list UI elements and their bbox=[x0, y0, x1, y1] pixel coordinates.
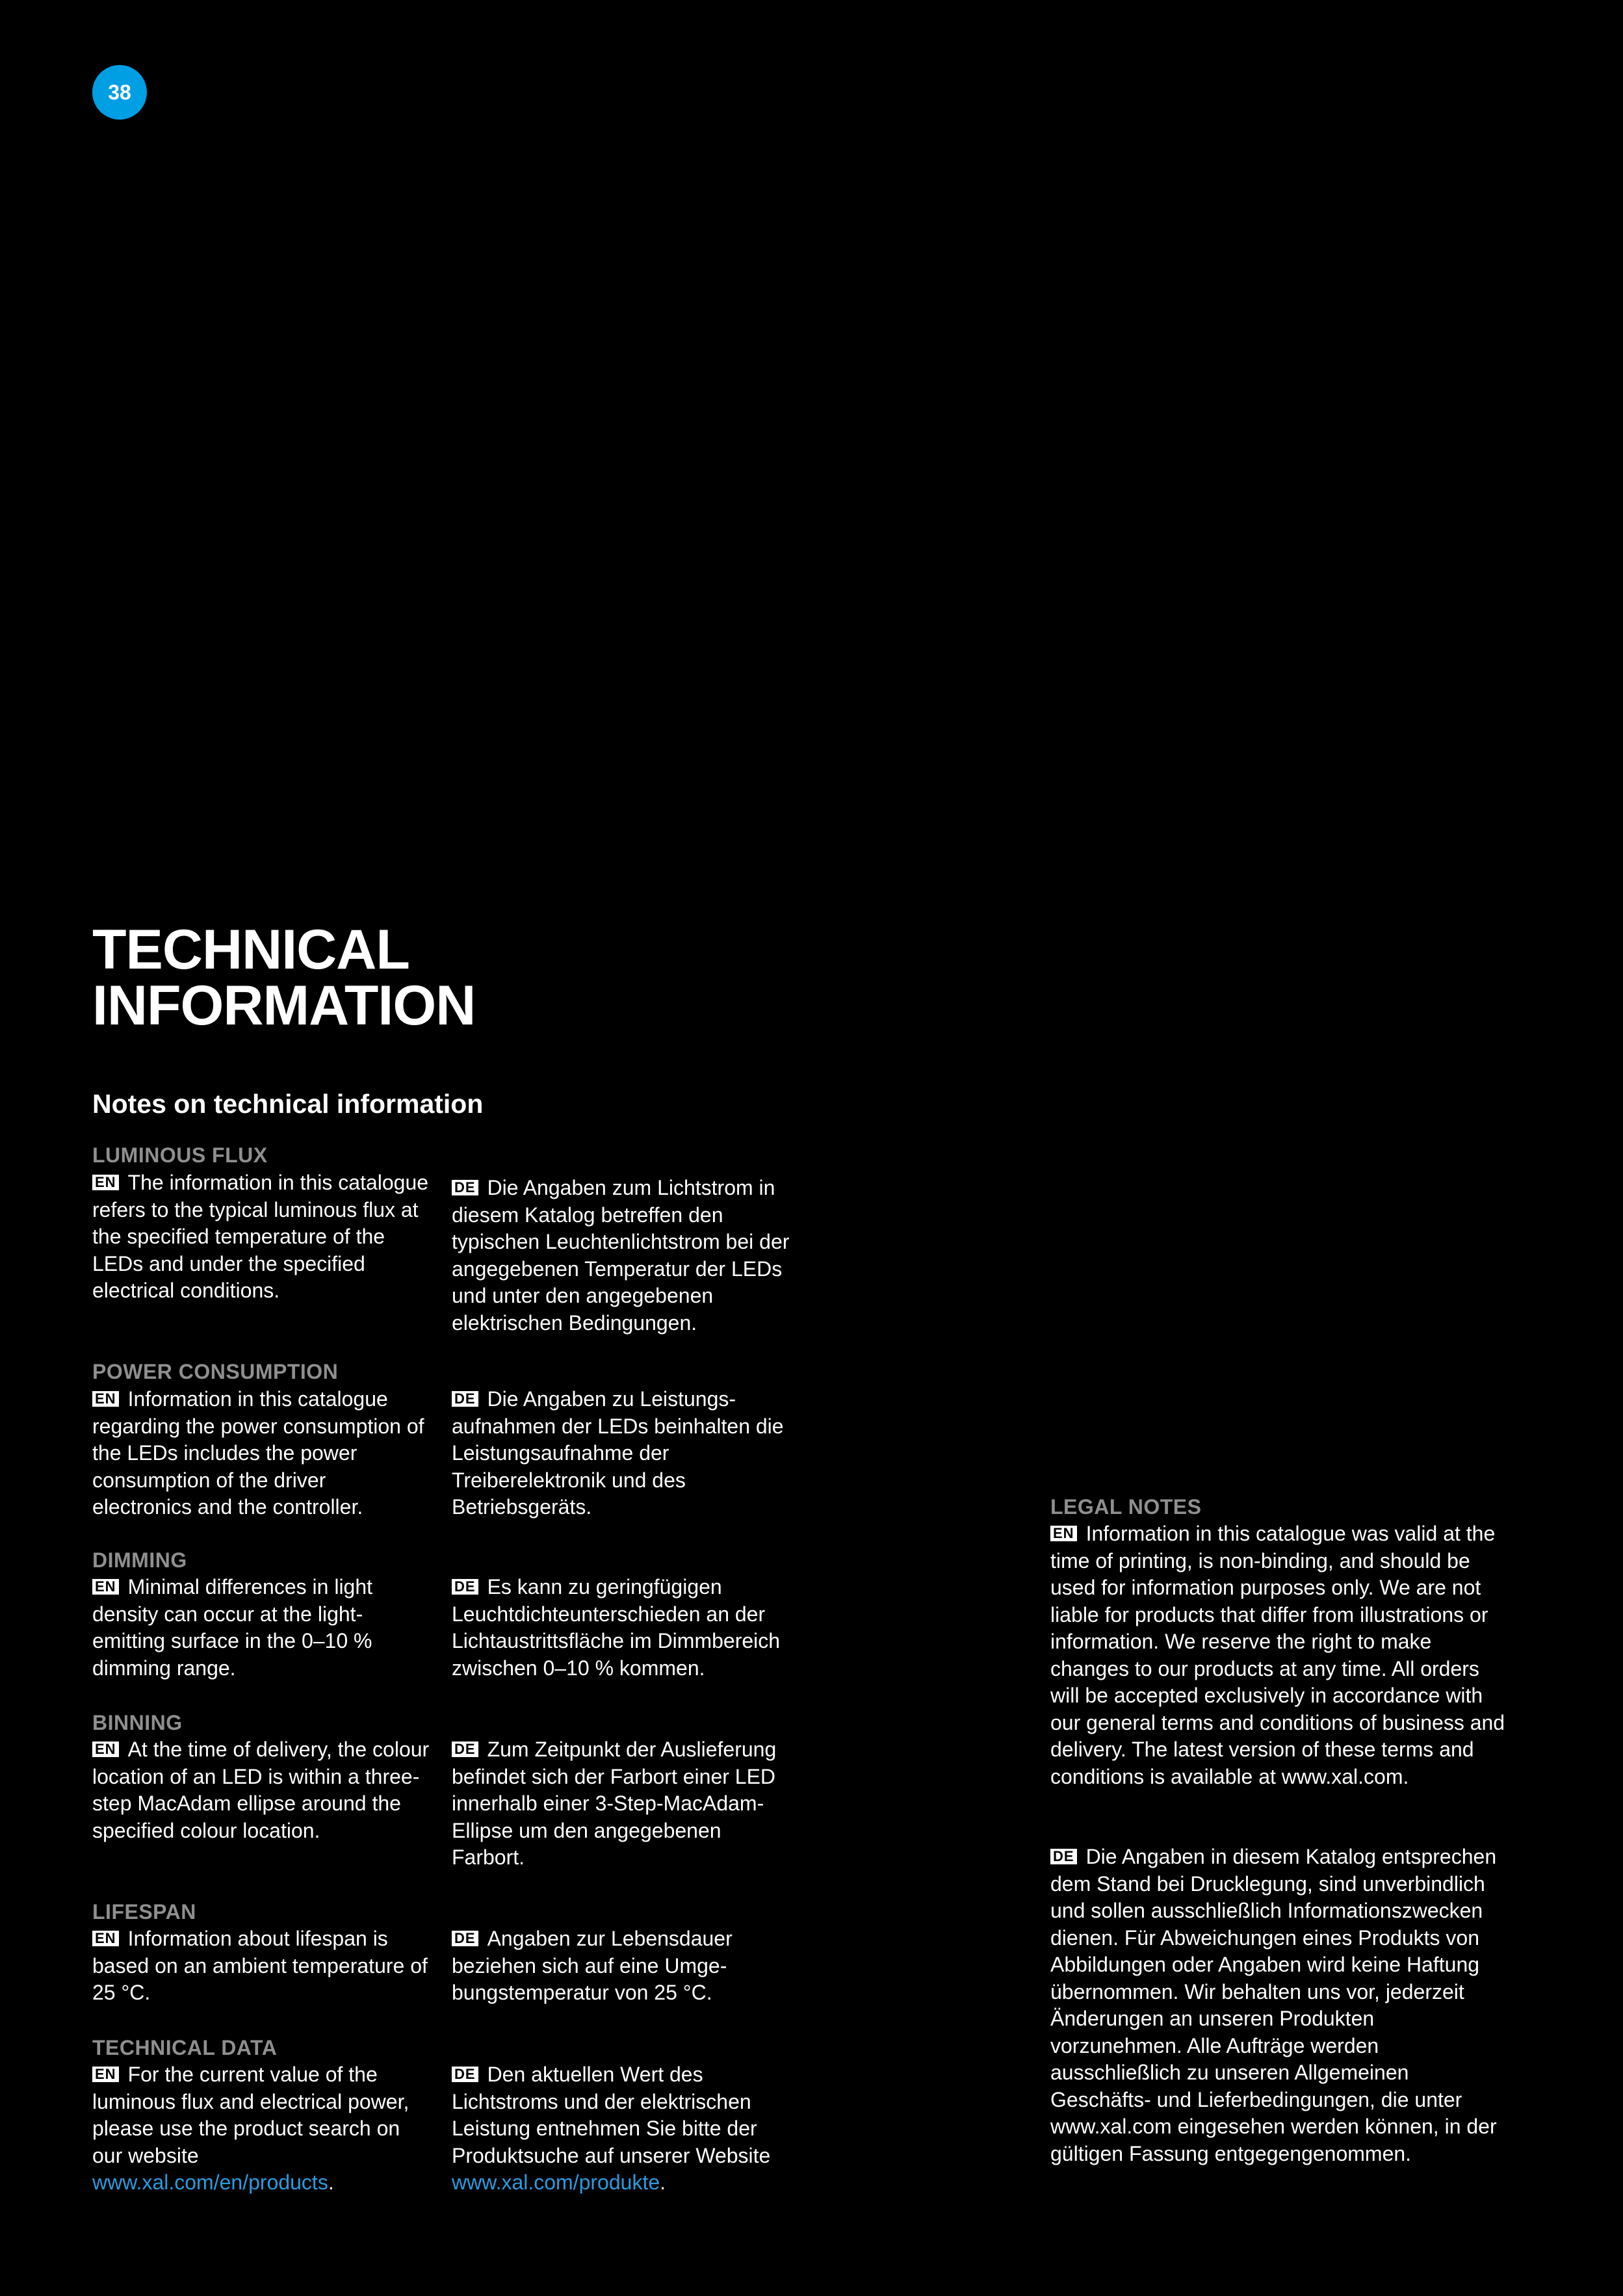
luminous-flux-de-body: Die Angaben zum Lichtstrom in diesem Katalog betreffen den typischen Leuchtenlichtstrom bei der angegebenen Temperatur der LEDs und unter den angegebenen elektrischen Bedingungen. bbox=[452, 1176, 790, 1335]
power-consumption-de-body: Die Angaben zu Leistungsaufnahmen der LEDs beinhalten die Leistungsaufnahme der Treiberelektronik und des Betriebsgeräts. bbox=[452, 1387, 784, 1519]
en-language-tag: EN bbox=[92, 1391, 119, 1407]
title-line-1: TECHNICAL bbox=[92, 919, 409, 981]
technical-data-de-body: Den aktuellen Wert des Lichtstroms und der elektrischen Leistung entnehmen Sie bitte der Produktsuche auf unserer Website bbox=[452, 2063, 771, 2167]
products-link-de[interactable]: www.xal.com/produkte bbox=[452, 2171, 660, 2194]
binning-de-text bbox=[452, 1736, 790, 1872]
legal-notes-en-body: Information in this catalogue was valid at the time of printing, is non-binding, and should be used for information purposes only. We are not liable for products that differ from illustrations or information. We reserve the right to make changes to our products at any time. All orders will be accepted exclusively in accordance with our general terms and conditions of business and delivery. The latest version of these terms and conditions is available at www.xal.com. bbox=[1050, 1522, 1505, 1788]
technical-data-en-end: . bbox=[328, 2171, 334, 2194]
de-language-tag: DE bbox=[452, 1180, 478, 1195]
technical-data-de-text bbox=[452, 2061, 790, 2197]
page-title bbox=[92, 919, 476, 1037]
technical-data-heading: TECHNICAL DATA bbox=[92, 2036, 278, 2059]
de-language-tag: DE bbox=[452, 1742, 478, 1757]
title-line-2: INFORMATION bbox=[92, 974, 476, 1037]
de-language-tag: DE bbox=[452, 2067, 478, 2082]
de-language-tag: DE bbox=[452, 1931, 478, 1946]
luminous-flux-en-body: The information in this catalogue refers to the typical luminous flux at the specified temperature of the LEDs and under the specified electrical conditions. bbox=[92, 1171, 429, 1302]
legal-notes-de-text bbox=[1050, 1844, 1505, 2167]
technical-data-de-end: . bbox=[660, 2171, 666, 2194]
de-language-tag: DE bbox=[1050, 1849, 1077, 1864]
power-consumption-heading: POWER CONSUMPTION bbox=[92, 1360, 339, 1383]
products-link-en[interactable]: www.xal.com/en/products bbox=[92, 2171, 328, 2194]
dimming-de-body: Es kann zu geringfügigen Leuchtdichteunterschieden an der Lichtaustrittsfläche im Dimmbereich zwischen 0–10 % kommen. bbox=[452, 1575, 781, 1680]
luminous-flux-heading: LUMINOUS FLUX bbox=[92, 1143, 268, 1167]
binning-en-text bbox=[92, 1736, 430, 1844]
dimming-heading: DIMMING bbox=[92, 1548, 187, 1572]
page-number: 38 bbox=[108, 80, 131, 104]
en-language-tag: EN bbox=[92, 1931, 119, 1946]
legal-notes-en-text bbox=[1050, 1520, 1505, 1790]
luminous-flux-en-text bbox=[92, 1169, 430, 1305]
dimming-en-body: Minimal differences in light density can occur at the light-emitting surface in the 0–10 % dimming range. bbox=[92, 1575, 373, 1680]
lifespan-en-text bbox=[92, 1925, 430, 2007]
technical-data-en-body: For the current value of the luminous flux and electrical power, please use the product search on our website bbox=[92, 2063, 409, 2167]
page-number-badge bbox=[92, 65, 147, 120]
lifespan-heading: LIFESPAN bbox=[92, 1900, 196, 1924]
de-language-tag: DE bbox=[452, 1579, 478, 1595]
en-language-tag: EN bbox=[1050, 1526, 1077, 1541]
legal-notes-heading: LEGAL NOTES bbox=[1050, 1495, 1202, 1519]
luminous-flux-de-text bbox=[452, 1175, 790, 1337]
power-consumption-en-text bbox=[92, 1386, 430, 1521]
power-consumption-en-body: Information in this catalogue regarding the power consumption of the LEDs includes the power consumption of the driver electronics and the controller. bbox=[92, 1387, 424, 1519]
de-language-tag: DE bbox=[452, 1391, 478, 1407]
lifespan-de-text bbox=[452, 1925, 790, 2007]
binning-de-body: Zum Zeitpunkt der Auslieferung befindet sich der Farbort einer LED innerhalb einer 3-Step-MacAdam-Ellipse um den angegebenen Farbort. bbox=[452, 1738, 777, 1869]
dimming-de-text bbox=[452, 1574, 790, 1682]
section-subtitle: Notes on technical information bbox=[92, 1089, 484, 1119]
en-language-tag: EN bbox=[92, 1742, 119, 1757]
lifespan-en-body: Information about lifespan is based on an ambient temperature of 25 °C. bbox=[92, 1927, 428, 2004]
en-language-tag: EN bbox=[92, 1579, 119, 1595]
en-language-tag: EN bbox=[92, 2067, 119, 2082]
en-language-tag: EN bbox=[92, 1175, 119, 1190]
binning-en-body: At the time of delivery, the colour location of an LED is within a three-step MacAdam ellipse around the specified colour location. bbox=[92, 1738, 430, 1842]
lifespan-de-body: Angaben zur Lebensdauer beziehen sich auf eine Umgebungstemperatur von 25 °C. bbox=[452, 1927, 733, 2004]
binning-heading: BINNING bbox=[92, 1711, 183, 1734]
technical-data-en-text bbox=[92, 2061, 430, 2197]
legal-notes-de-body: Die Angaben in diesem Katalog entsprechen dem Stand bei Drucklegung, sind unverbindlich und sollen ausschließlich Informationszwecken dienen. Für Abweichungen eines Produkts von Abbildungen oder Angaben wird keine Haftung übernommen. Wir behalten uns vor, jederzeit Änderungen an unseren Produkten vorzunehmen. Alle Aufträge werden ausschließlich zu unseren Allgemeinen Geschäfts- und Lieferbedingungen, die unter www.xal.com eingesehen werden können, in der gültigen Fassung entgegengenommen. bbox=[1050, 1845, 1497, 2165]
dimming-en-text bbox=[92, 1574, 430, 1682]
power-consumption-de-text bbox=[452, 1386, 790, 1521]
